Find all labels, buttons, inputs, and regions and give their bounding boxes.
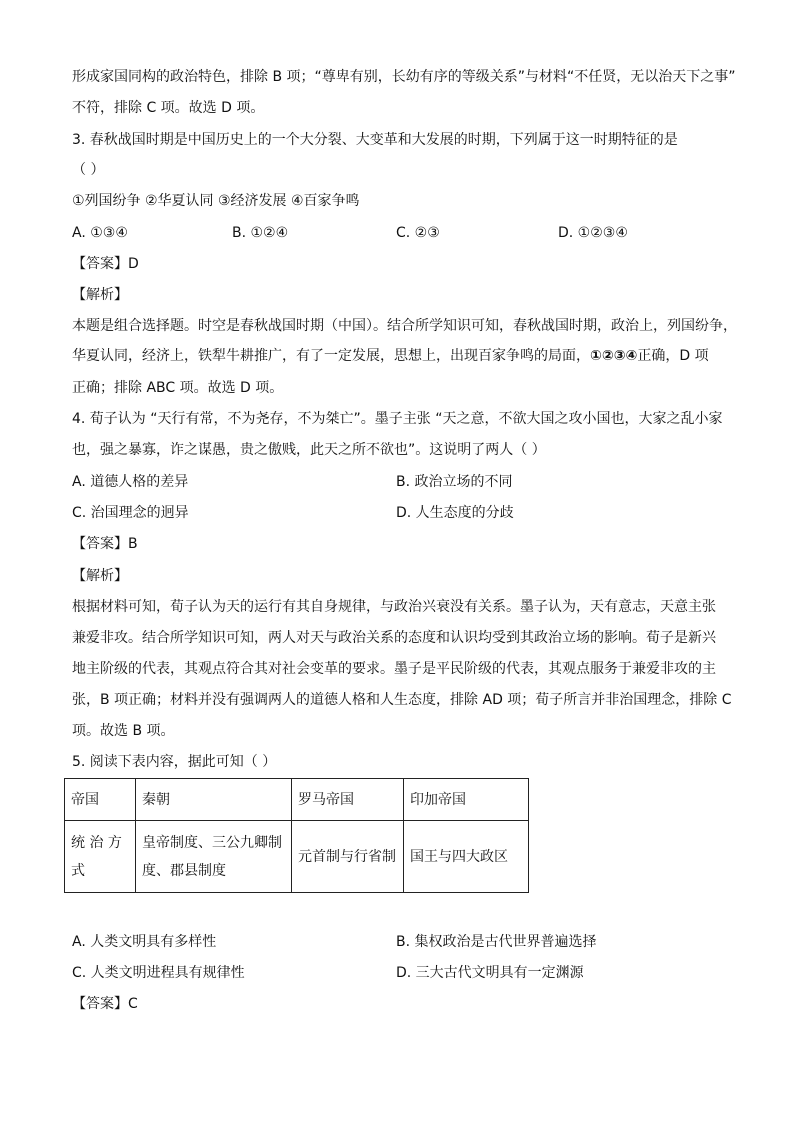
- empire-comparison-table: [64, 778, 529, 893]
- table-row: [65, 821, 529, 893]
- question-3-option-c: C. ②③: [396, 225, 440, 241]
- question-4-option-a: A. 道德人格的差异: [72, 474, 189, 490]
- row-label-line: 式: [71, 862, 85, 879]
- question-3-items: ①列国纷争 ②华夏认同 ③经济发展 ④百家争鸣: [72, 193, 360, 209]
- table-cell-qin: [136, 821, 292, 893]
- table-header-cell: 印加帝国: [404, 779, 529, 821]
- analysis-line: 项。故选 B 项。: [72, 723, 175, 739]
- analysis-line: 正确；排除 ABC 项。故选 D 项。: [72, 380, 284, 396]
- table-header-cell: 帝国: [65, 779, 136, 821]
- question-3-option-d: D. ①②③④: [558, 225, 628, 241]
- analysis-line: [72, 346, 709, 366]
- question-4-stem: 4. 荀子认为 “天行有常，不为尧存，不为桀亡”。墨子主张 “天之意，不欲大国之攻小国也，大家之乱小家: [72, 411, 723, 427]
- table-header-row: [65, 779, 529, 821]
- question-4-option-c: C. 治国理念的迥异: [72, 505, 189, 521]
- analysis-line: 兼爱非攻。结合所学知识可知，两人对天与政治关系的态度和认识均受到其政治立场的影响。荀子是新兴: [72, 630, 716, 646]
- cell-line: 度、郡县制度: [142, 862, 226, 879]
- question-3-blank: （ ）: [72, 162, 105, 178]
- answer-label: 【答案】D: [72, 256, 139, 272]
- table-cell-rome: 元首制与行省制: [292, 821, 404, 893]
- paragraph-line: 形成家国同构的政治特色，排除 B 项；“尊卑有别，长幼有序的等级关系”与材料“不任贤，无以治天下之事”: [72, 69, 736, 85]
- circled-numbers: ①②③④: [590, 348, 638, 364]
- analysis-text: 华夏认同，经济上，铁犁牛耕推广，有了一定发展，思想上，出现百家争鸣的局面，: [72, 348, 590, 364]
- row-label-line: 统 治 方: [71, 834, 122, 851]
- table-cell-inca: 国王与四大政区: [404, 821, 529, 893]
- analysis-label: 【解析】: [72, 568, 128, 584]
- question-5-option-c: C. 人类文明进程具有规律性: [72, 965, 245, 981]
- analysis-label: 【解析】: [72, 287, 128, 303]
- cell-line: 皇帝制度、三公九卿制: [142, 834, 282, 851]
- analysis-line: 地主阶级的代表，其观点符合其对社会变革的要求。墨子是平民阶级的代表，其观点服务于兼爱非攻的主: [72, 661, 716, 677]
- question-5-option-a: A. 人类文明具有多样性: [72, 934, 217, 950]
- table-header-cell: 秦朝: [136, 779, 292, 821]
- question-3-stem: 3. 春秋战国时期是中国历史上的一个大分裂、大变革和大发展的时期，下列属于这一时期特征的是: [72, 132, 678, 148]
- question-5-option-b: B. 集权政治是古代世界普遍选择: [396, 934, 597, 950]
- table-row-label: [65, 821, 136, 893]
- paragraph-line: 不符，排除 C 项。故选 D 项。: [72, 100, 265, 116]
- question-3-option-a: A. ①③④: [72, 225, 128, 241]
- question-3-option-b: B. ①②④: [232, 225, 289, 241]
- question-4-option-d: D. 人生态度的分歧: [396, 505, 514, 521]
- answer-label: 【答案】C: [72, 996, 138, 1012]
- analysis-line: 张，B 项正确；材料并没有强调两人的道德人格和人生态度，排除 AD 项；荀子所言并非治国理念，排除 C: [72, 692, 732, 708]
- question-4-stem: 也，强之暴寡，诈之谋愚，贵之傲贱，此天之所不欲也”。这说明了两人（ ）: [72, 442, 546, 458]
- analysis-line: 本题是组合选择题。时空是春秋战国时期（中国）。结合所学知识可知，春秋战国时期，政治上，列国纷争，: [72, 318, 737, 334]
- question-5-stem: 5. 阅读下表内容，据此可知（ ）: [72, 754, 277, 770]
- answer-label: 【答案】B: [72, 536, 138, 552]
- table-header-cell: 罗马帝国: [292, 779, 404, 821]
- question-4-option-b: B. 政治立场的不同: [396, 474, 513, 490]
- question-5-option-d: D. 三大古代文明具有一定渊源: [396, 965, 584, 981]
- analysis-line: 根据材料可知，荀子认为天的运行有其自身规律，与政治兴衰没有关系。墨子认为，天有意志，天意主张: [72, 599, 716, 615]
- analysis-text: 正确，D 项: [637, 348, 709, 364]
